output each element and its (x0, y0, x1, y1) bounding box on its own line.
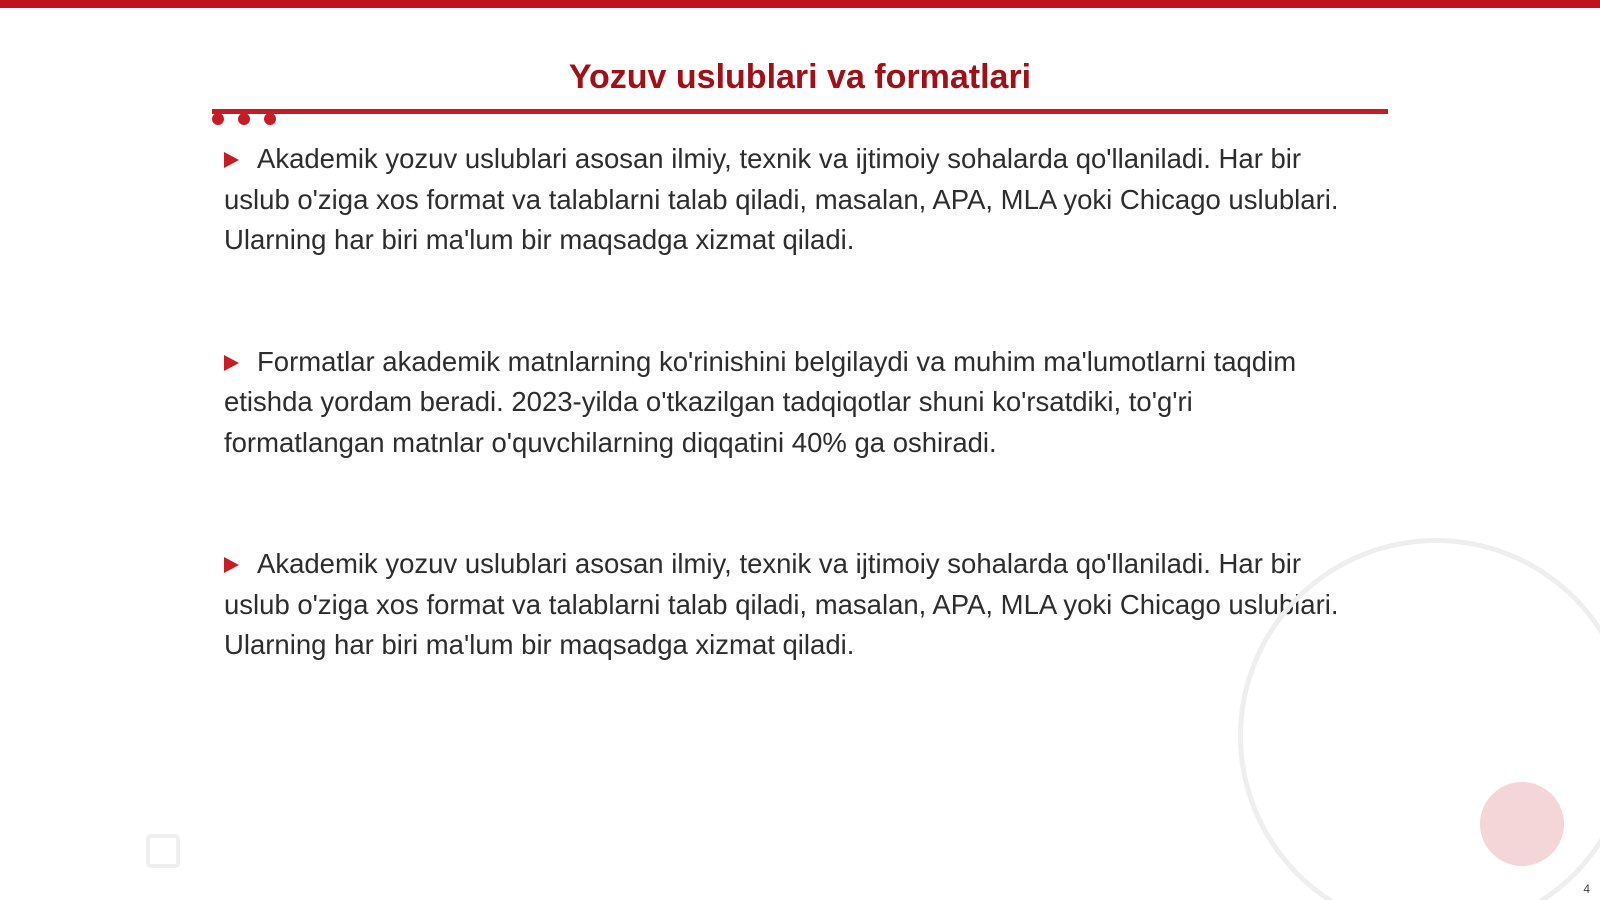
title-underline (212, 109, 1388, 114)
triangle-right-icon (224, 557, 239, 573)
decorative-dot (264, 113, 276, 125)
bullet-text: Akademik yozuv uslublari asosan ilmiy, texnik va ijtimoiy sohalarda qo'llaniladi. Har bir uslub o'ziga xos format va talablarni talab qiladi, masalan, APA, MLA yoki Chicago uslublari. Ularning har biri ma'lum bir maqsadga xizmat qiladi. (224, 143, 1339, 255)
bullet-text: Akademik yozuv uslublari asosan ilmiy, texnik va ijtimoiy sohalarda qo'llaniladi. Har bir uslub o'ziga xos format va talablarni talab qiladi, masalan, APA, MLA yoki Chicago uslublari. Ularning har biri ma'lum bir maqsadga xizmat qiladi. (224, 548, 1339, 660)
page-number: 4 (1583, 882, 1590, 896)
triangle-right-icon (224, 355, 239, 371)
decorative-dot (238, 113, 250, 125)
bullet-list (224, 139, 1354, 747)
top-accent-bar (0, 0, 1600, 8)
bullet-item (224, 544, 1354, 666)
slide-title: Yozuv uslublari va formatlari (568, 58, 1032, 96)
decorative-square (146, 834, 180, 868)
decorative-circle (1480, 782, 1564, 866)
bullet-item (224, 139, 1354, 261)
bullet-text: Formatlar akademik matnlarning ko'rinishini belgilaydi va muhim ma'lumotlarni taqdim etishda yordam beradi. 2023-yilda o'tkazilgan tadqiqotlar shuni ko'rsatdiki, to'g'ri formatlangan matnlar o'quvchilarning diqqatini 40% ga oshiradi. (224, 345, 1297, 458)
decorative-dot (212, 113, 224, 125)
triangle-right-icon (224, 152, 239, 168)
bullet-item (224, 342, 1354, 464)
